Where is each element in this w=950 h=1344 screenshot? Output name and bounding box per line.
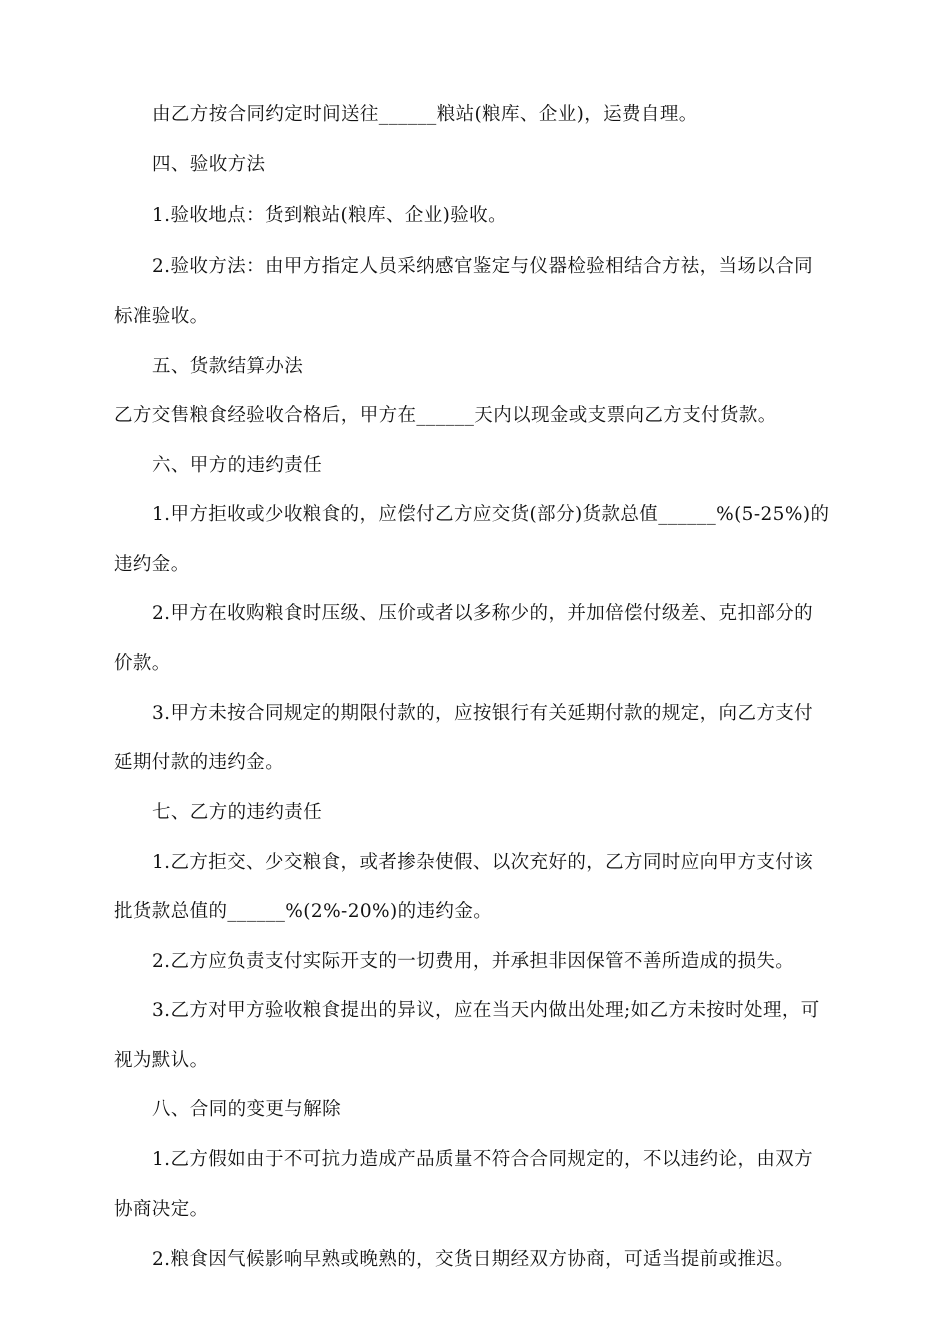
paragraph-party-a-late-payment: 3.甲方未按合同规定的期限付款的，应按银行有关延期付款的规定，向乙方支付 xyxy=(152,703,814,724)
section-heading-5: 五、货款结算办法 xyxy=(152,356,304,377)
paragraph-party-a-grading-cont: 价款。 xyxy=(114,653,171,674)
paragraph-weather-delivery: 2.粮食因气候影响早熟或晚熟的，交货日期经双方协商，可适当提前或推迟。 xyxy=(152,1249,795,1270)
paragraph-inspection-method-cont: 标准验收。 xyxy=(114,306,209,327)
section-heading-6: 六、甲方的违约责任 xyxy=(152,455,323,476)
paragraph-force-majeure-cont: 协商决定。 xyxy=(114,1199,209,1220)
paragraph-party-b-costs: 2.乙方应负责支付实际开支的一切费用，并承担非因保管不善所造成的损失。 xyxy=(152,951,795,972)
paragraph-party-b-objection-cont: 视为默认。 xyxy=(114,1050,209,1071)
section-heading-7: 七、乙方的违约责任 xyxy=(152,802,323,823)
section-heading-8: 八、合同的变更与解除 xyxy=(152,1099,342,1120)
paragraph-force-majeure: 1.乙方假如由于不可抗力造成产品质量不符合合同规定的，不以违约论，由双方 xyxy=(152,1149,814,1170)
paragraph-party-b-refusal: 1.乙方拒交、少交粮食，或者掺杂使假、以次充好的，乙方同时应向甲方支付该 xyxy=(152,852,814,873)
paragraph-settlement: 乙方交售粮食经验收合格后，甲方在______天内以现金或支票向乙方支付货款。 xyxy=(114,405,777,426)
section-heading-4: 四、验收方法 xyxy=(152,154,266,175)
paragraph-party-b-refusal-cont: 批货款总值的______%(2%-20%)的违约金。 xyxy=(114,901,493,922)
paragraph-inspection-method: 2.验收方法：由甲方指定人员采纳感官鉴定与仪器检验相结合方祛，当场以合同 xyxy=(152,256,814,277)
paragraph-inspection-location: 1.验收地点：货到粮站(粮库、企业)验收。 xyxy=(152,205,507,226)
paragraph-party-a-grading: 2.甲方在收购粮食时压级、压价或者以多称少的，并加倍偿付级差、克扣部分的 xyxy=(152,603,814,624)
paragraph-party-a-refusal: 1.甲方拒收或少收粮食的，应偿付乙方应交货(部分)货款总值______%(5-25%)的 xyxy=(152,504,830,525)
paragraph-party-a-late-payment-cont: 延期付款的违约金。 xyxy=(114,752,285,773)
paragraph-party-b-objection: 3.乙方对甲方验收粮食提出的异议，应在当天内做出处理;如乙方未按时处理，可 xyxy=(152,1000,820,1021)
paragraph-party-a-refusal-cont: 违约金。 xyxy=(114,554,190,575)
paragraph-delivery-transport: 由乙方按合同约定时间送往______粮站(粮库、企业)，运费自理。 xyxy=(152,104,698,125)
